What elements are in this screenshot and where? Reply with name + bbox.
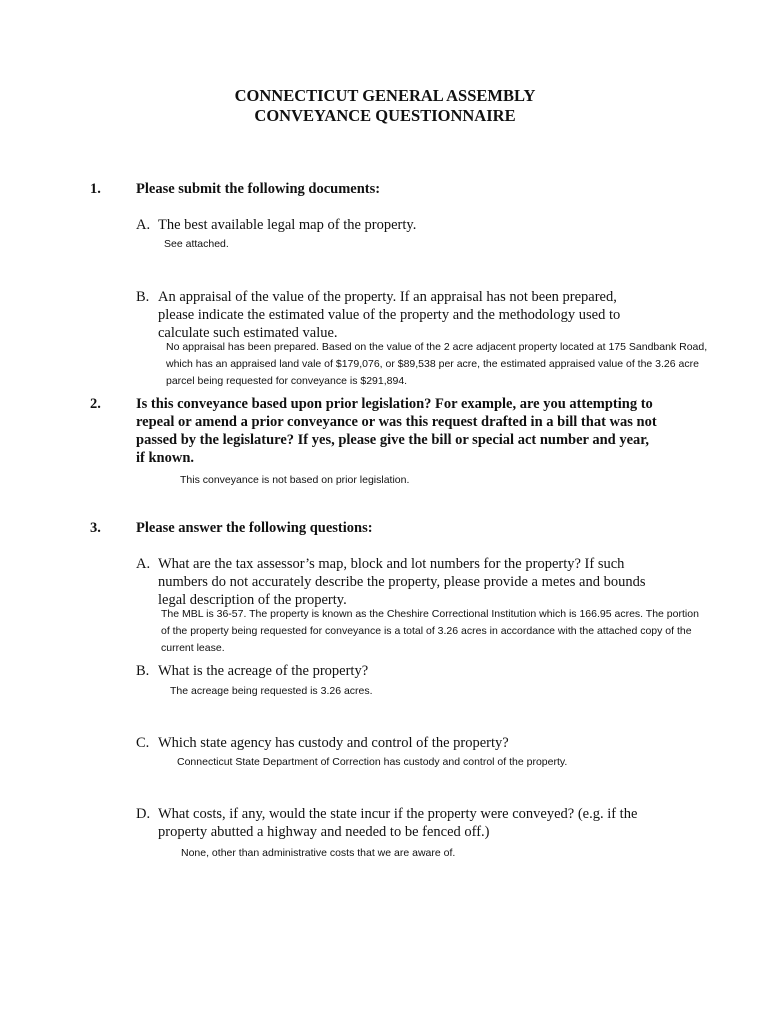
section-3a-line-3: legal description of the property. xyxy=(158,592,347,608)
section-3a-answer-line-2: of the property being requested for conveyance is a total of 3.26 acres in accordance with the attached copy of the xyxy=(161,625,692,637)
section-1b-answer xyxy=(166,339,707,390)
section-1a-question xyxy=(136,216,696,234)
section-1b-answer-line-3: parcel being requested for conveyance is $291,894. xyxy=(166,375,408,387)
section-3c-text: Which state agency has custody and control of the property? xyxy=(158,735,509,751)
document-title: CONNECTICUT GENERAL ASSEMBLY xyxy=(234,86,536,105)
section-3a-question xyxy=(136,555,696,609)
section-1a-answer: See attached. xyxy=(164,238,229,250)
section-3-number: 3. xyxy=(90,520,101,536)
section-3a-answer-line-1: The MBL is 36-57. The property is known as the Cheshire Correctional Institution which is 166.95 acres. The portion xyxy=(161,608,699,620)
section-3-heading: Please answer the following questions: xyxy=(136,520,373,536)
section-1b-answer-line-2: which has an appraised land vale of $179,076, or $89,538 per acre, the estimated appraised value of the 3.26 acre xyxy=(166,358,699,370)
section-3a-answer xyxy=(161,606,699,657)
section-3d-question xyxy=(136,805,696,841)
section-3c-letter: C. xyxy=(136,735,150,751)
section-2-question xyxy=(136,395,696,467)
section-3c-answer: Connecticut State Department of Correction has custody and control of the property. xyxy=(177,756,568,768)
section-1a-letter: A. xyxy=(136,217,151,233)
section-3a-line-2: numbers do not accurately describe the property, please provide a metes and bounds xyxy=(158,574,646,590)
section-2-line-3: passed by the legislature? If yes, please give the bill or special act number and year, xyxy=(136,432,650,448)
document-subtitle: CONVEYANCE QUESTIONNAIRE xyxy=(254,106,516,125)
section-3c-question xyxy=(136,734,696,752)
section-3d-letter: D. xyxy=(136,806,151,822)
section-3b-question xyxy=(136,662,696,680)
section-3b-answer: The acreage being requested is 3.26 acres. xyxy=(170,685,373,697)
section-1b-letter: B. xyxy=(136,289,150,305)
section-2-line-1: Is this conveyance based upon prior legislation? For example, are you attempting to xyxy=(136,396,653,412)
section-1b-answer-line-1: No appraisal has been prepared. Based on the value of the 2 acre adjacent property located at 175 Sandbank Road, xyxy=(166,341,708,353)
section-1a-text: The best available legal map of the property. xyxy=(158,217,417,233)
section-2-number: 2. xyxy=(90,396,101,412)
section-1b-line-1: An appraisal of the value of the property. If an appraisal has not been prepared, xyxy=(158,289,617,305)
section-1-heading: Please submit the following documents: xyxy=(136,181,381,197)
section-2-line-4: if known. xyxy=(136,450,195,466)
section-3a-line-1: What are the tax assessor’s map, block and lot numbers for the property? If such xyxy=(158,556,625,572)
section-2-answer: This conveyance is not based on prior legislation. xyxy=(180,474,410,486)
section-3d-answer: None, other than administrative costs that we are aware of. xyxy=(181,847,456,859)
section-1b-question xyxy=(136,288,696,342)
section-1b-line-2: please indicate the estimated value of the property and the methodology used to xyxy=(158,307,621,323)
section-3b-letter: B. xyxy=(136,663,150,679)
section-3d-line-1: What costs, if any, would the state incur if the property were conveyed? (e.g. if the xyxy=(158,806,638,822)
section-3a-answer-line-3: current lease. xyxy=(161,642,225,654)
section-3b-text: What is the acreage of the property? xyxy=(158,663,369,679)
section-2-line-2: repeal or amend a prior conveyance or was this request drafted in a bill that was not xyxy=(136,414,657,430)
section-1-number: 1. xyxy=(90,181,101,197)
section-3d-line-2: property abutted a highway and needed to be fenced off.) xyxy=(158,824,490,840)
section-1b-line-3: calculate such estimated value. xyxy=(158,325,338,341)
section-3a-letter: A. xyxy=(136,556,151,572)
